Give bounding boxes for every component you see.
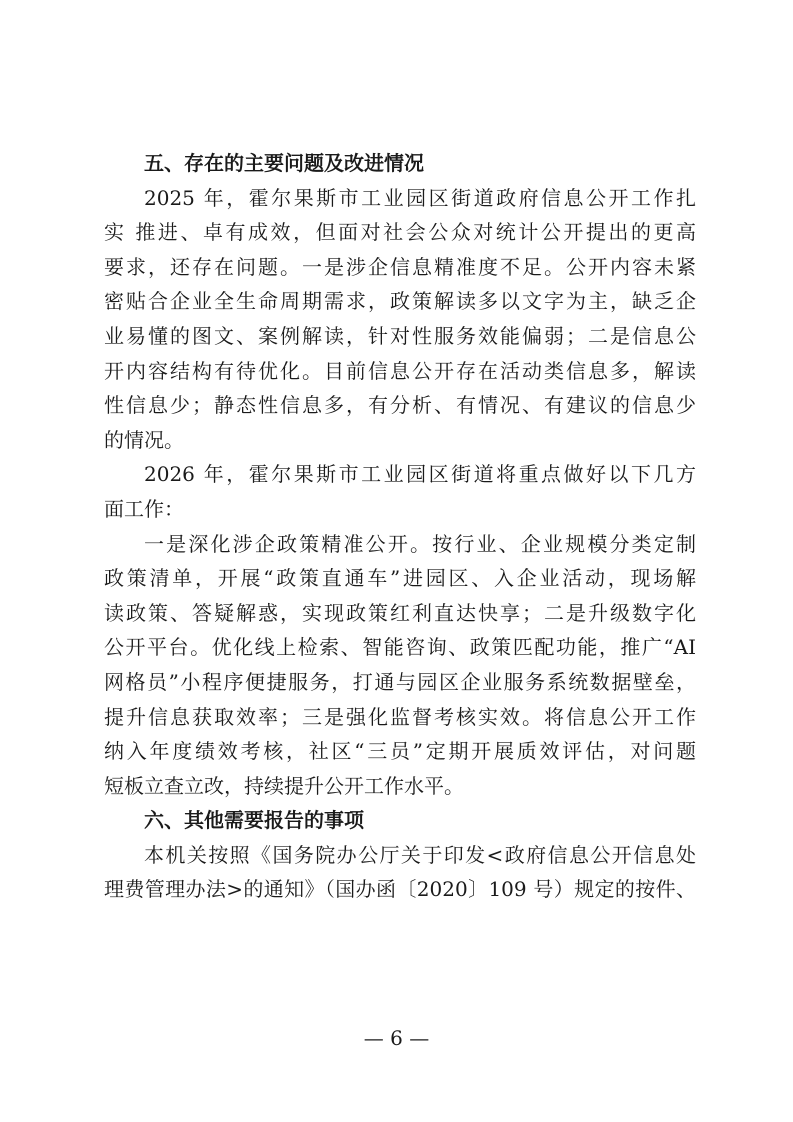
section-heading: 六、其他需要报告的事项: [144, 808, 364, 833]
page-number: — 6 —: [363, 1026, 430, 1050]
paragraph-line: 理费管理办法>的通知》（国办函〔2020〕109 号）规定的按件、: [104, 877, 696, 902]
paragraph-line: 密贴合企业全生命周期需求，政策解读多以文字为主，缺乏企: [104, 289, 696, 314]
paragraph-line: 一是深化涉企政策精准公开。按行业、企业规模分类定制: [144, 531, 696, 556]
paragraph-line: 开内容结构有待优化。目前信息公开存在活动类信息多，解读: [104, 358, 696, 383]
paragraph-line: 业易懂的图文、案例解读，针对性服务效能偏弱；二是信息公: [104, 323, 696, 348]
paragraph-line: 公开平台。优化线上检索、智能咨询、政策匹配功能，推广“AI: [104, 635, 696, 660]
paragraph-line: 本机关按照《国务院办公厅关于印发<政府信息公开信息处: [144, 842, 696, 867]
paragraph-line: 面工作：: [104, 496, 184, 521]
paragraph-line: 2025 年，霍尔果斯市工业园区街道政府信息公开工作扎: [144, 185, 696, 210]
paragraph-line: 的情况。: [104, 427, 184, 452]
paragraph-line: 要求，还存在问题。一是涉企信息精准度不足。公开内容未紧: [104, 254, 696, 279]
document-body: [104, 146, 696, 907]
paragraph-line: 2026 年，霍尔果斯市工业园区街道将重点做好以下几方: [144, 462, 696, 487]
paragraph-line: 短板立查立改，持续提升公开工作水平。: [104, 773, 464, 798]
paragraph-line: 网格员”小程序便捷服务，打通与园区企业服务系统数据壁垒，: [104, 669, 696, 694]
paragraph-line: 提升信息获取效率；三是强化监督考核实效。将信息公开工作: [104, 704, 696, 729]
paragraph-line: 实 推进、卓有成效，但面对社会公众对统计公开提出的更高: [104, 220, 696, 245]
paragraph-line: 读政策、答疑解惑，实现政策红利直达快享；二是升级数字化: [104, 600, 696, 625]
paragraph-line: 性信息少；静态性信息多，有分析、有情况、有建议的信息少: [104, 393, 696, 418]
paragraph-line: 政策清单，开展“政策直通车”进园区、入企业活动，现场解: [104, 566, 696, 591]
paragraph-line: 纳入年度绩效考核，社区“三员”定期开展质效评估，对问题: [104, 739, 696, 764]
section-heading: 五、存在的主要问题及改进情况: [144, 151, 424, 175]
